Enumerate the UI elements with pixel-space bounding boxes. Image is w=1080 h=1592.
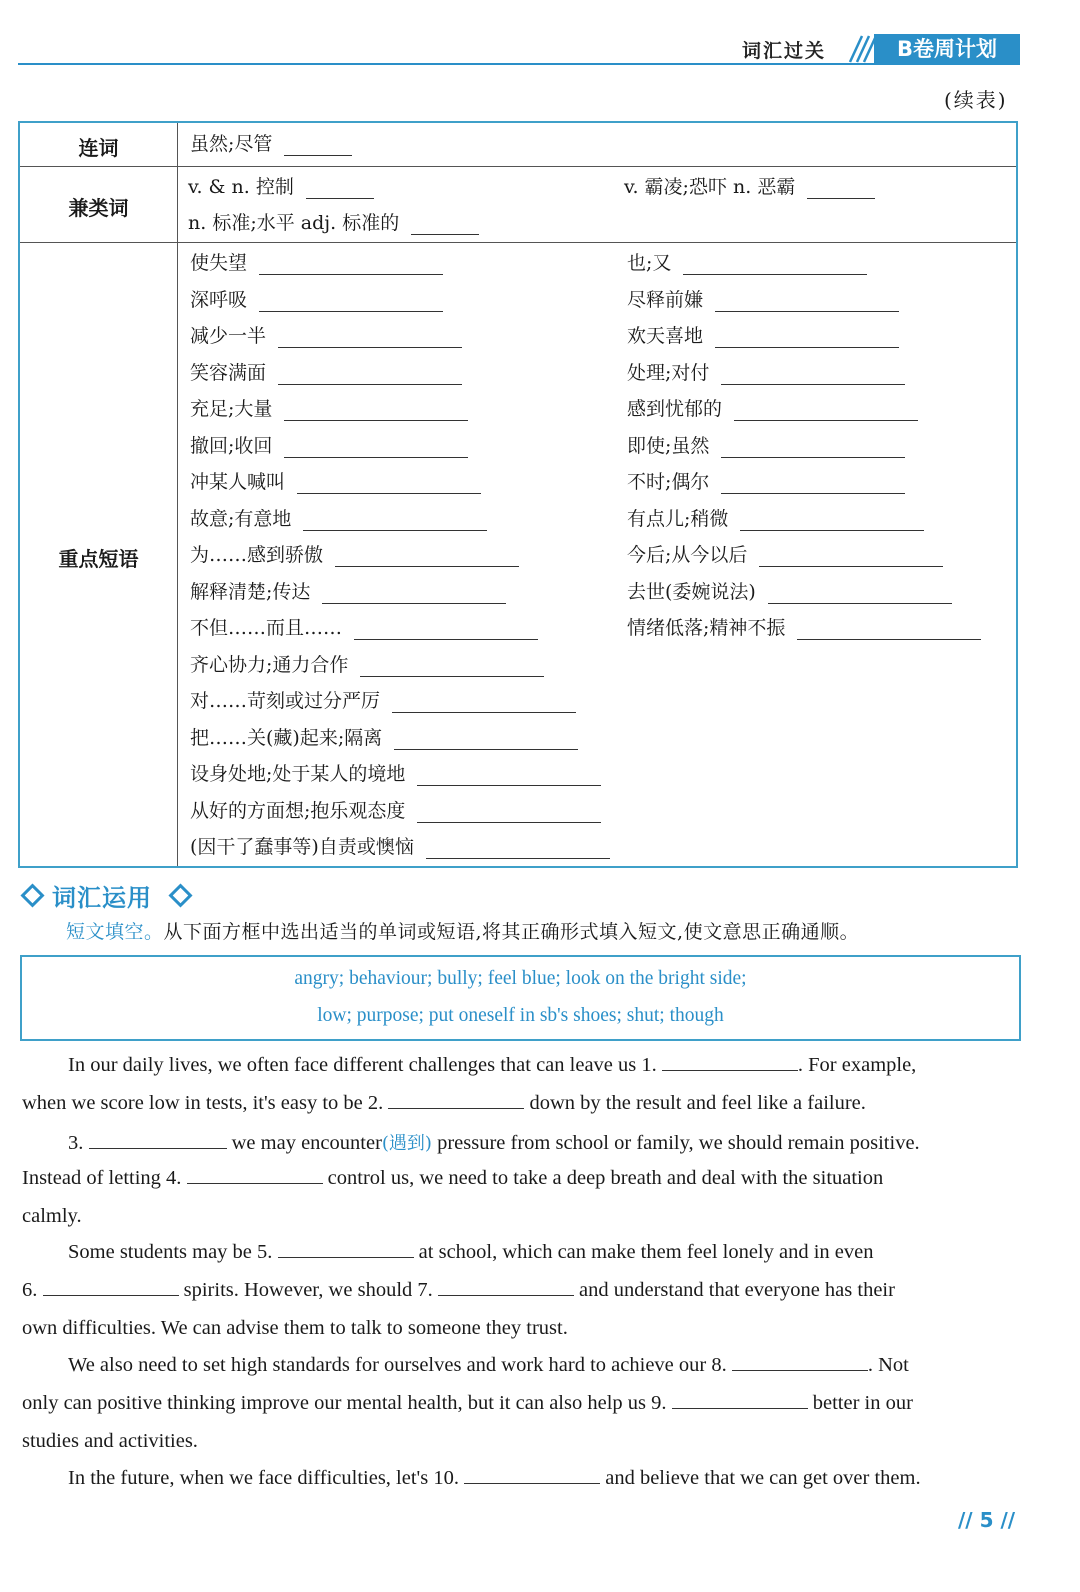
answer-blank[interactable] [715,293,899,312]
table-column-divider [177,123,178,866]
phrase-item: 减少一半 [190,324,462,348]
answer-blank-6[interactable] [43,1279,179,1296]
answer-blank[interactable] [284,439,468,458]
passage-line: Some students may be 5. at school, which can make them feel lonely and in even [68,1241,874,1263]
page-number: // 5 // [958,1508,1016,1532]
word-bank-box [20,955,1021,1041]
answer-blank-4[interactable] [187,1167,323,1184]
answer-blank-2[interactable] [388,1092,524,1109]
answer-blank[interactable] [392,694,576,713]
plan-tag: B卷周计划 [874,34,1020,64]
phrase-item: 深呼吸 [190,288,443,312]
phrase-item: 冲某人喊叫 [190,470,481,494]
phrase-item: 有点儿;稍微 [627,507,924,531]
answer-blank[interactable] [360,658,544,677]
answer-blank-3[interactable] [89,1132,227,1149]
answer-blank[interactable] [807,180,875,199]
answer-blank-9[interactable] [672,1392,808,1409]
continued-label: (续表) [944,88,1008,112]
answer-blank[interactable] [335,548,519,567]
answer-blank[interactable] [322,585,506,604]
vocab-table [18,121,1018,868]
answer-blank[interactable] [797,621,981,640]
phrase-item: 故意;有意地 [190,507,487,531]
answer-blank[interactable] [740,512,924,531]
diamond-icon [168,883,192,907]
passage-line: In our daily lives, we often face different challenges that can leave us 1. . For example, [68,1054,917,1076]
slash-decoration-icon [846,34,876,64]
passage-line: 3. we may encounter(遇到) pressure from school or family, we should remain positive. [68,1132,920,1154]
phrase-item: 解释清楚;传达 [190,580,506,604]
table-row-divider [20,166,1016,167]
passage-line: 6. spirits. However, we should 7. and understand that everyone has their [22,1279,895,1301]
answer-blank[interactable] [426,840,610,859]
phrase-item: 今后;从今以后 [627,543,943,567]
answer-blank[interactable] [278,329,462,348]
answer-blank[interactable] [417,767,601,786]
answer-blank[interactable] [759,548,943,567]
answer-blank[interactable] [297,475,481,494]
phrase-item: (因干了蠢事等)自责或懊恼 [190,835,610,859]
table-item: n. 标准;水平 adj. 标准的 [188,211,479,235]
answer-blank[interactable] [734,402,918,421]
answer-blank[interactable] [394,731,578,750]
phrase-item: 即使;虽然 [627,434,905,458]
answer-blank[interactable] [768,585,952,604]
table-item: v. 霸凌;恐吓 n. 恶霸 [624,175,875,199]
phrase-item: 尽释前嫌 [627,288,899,312]
phrase-item: 情绪低落;精神不振 [627,616,981,640]
usage-instruction: 短文填空。从下面方框中选出适当的单词或短语,将其正确形式填入短文,使文意思正确通顺。 [66,921,860,943]
answer-blank[interactable] [259,293,443,312]
usage-title: 词汇运用 [52,884,152,912]
passage-line: In the future, when we face difficulties, let's 10. and believe that we can get over them. [68,1467,921,1489]
phrase-item: 对……苛刻或过分严厉 [190,689,576,713]
phrase-item: 感到忧郁的 [627,397,918,421]
phrase-item: 把……关(藏)起来;隔离 [190,726,578,750]
answer-blank[interactable] [715,329,899,348]
answer-blank-7[interactable] [438,1279,574,1296]
answer-blank[interactable] [354,621,538,640]
answer-blank[interactable] [278,366,462,385]
phrase-item: 充足;大量 [190,397,468,421]
section-title: 词汇过关 [742,40,827,62]
answer-blank[interactable] [284,137,352,156]
answer-blank-1[interactable] [662,1054,798,1071]
passage-line: only can positive thinking improve our mental health, but it can also help us 9. better in our [22,1392,913,1414]
table-row-divider [20,242,1016,243]
passage-line: own difficulties. We can advise them to talk to someone they trust. [22,1317,568,1339]
category-conjunction: 连词 [78,136,119,160]
header-rule [18,63,1020,65]
answer-blank[interactable] [721,439,905,458]
passage-line: We also need to set high standards for ourselves and work hard to achieve our 8. . Not [68,1354,909,1376]
phrase-item: 从好的方面想;抱乐观态度 [190,799,601,823]
answer-blank[interactable] [411,216,479,235]
phrase-item: 齐心协力;通力合作 [190,653,544,677]
category-key-phrases: 重点短语 [58,547,139,571]
table-item: 虽然;尽管 [190,132,352,156]
phrase-item: 也;又 [627,251,867,275]
answer-blank[interactable] [417,804,601,823]
table-item: v. & n. 控制 [188,175,374,199]
answer-blank-5[interactable] [278,1241,414,1258]
answer-blank-8[interactable] [732,1354,868,1371]
diamond-icon [20,883,44,907]
phrase-item: 去世(委婉说法) [627,580,952,604]
phrase-item: 为……感到骄傲 [190,543,519,567]
passage-line: calmly. [22,1205,82,1227]
passage-line: when we score low in tests, it's easy to be 2. down by the result and feel like a failure. [22,1092,866,1114]
answer-blank[interactable] [721,366,905,385]
phrase-item: 撤回;收回 [190,434,468,458]
answer-blank[interactable] [259,256,443,275]
phrase-item: 不时;偶尔 [627,470,905,494]
answer-blank[interactable] [303,512,487,531]
word-bank-line: low; purpose; put oneself in sb's shoes; shut; though [317,1005,724,1026]
answer-blank[interactable] [721,475,905,494]
word-bank-line: angry; behaviour; bully; feel blue; look on the bright side; [294,968,747,989]
answer-blank[interactable] [683,256,867,275]
passage-line: Instead of letting 4. control us, we need to take a deep breath and deal with the situation [22,1167,884,1189]
phrase-item: 欢天喜地 [627,324,899,348]
phrase-item: 使失望 [190,251,443,275]
answer-blank[interactable] [284,402,468,421]
phrase-item: 笑容满面 [190,361,462,385]
phrase-item: 处理;对付 [627,361,905,385]
phrase-item: 设身处地;处于某人的境地 [190,762,601,786]
passage-line: studies and activities. [22,1430,198,1452]
answer-blank[interactable] [306,180,374,199]
category-multi-class: 兼类词 [68,196,129,220]
phrase-item: 不但……而且…… [190,616,538,640]
answer-blank-10[interactable] [464,1467,600,1484]
